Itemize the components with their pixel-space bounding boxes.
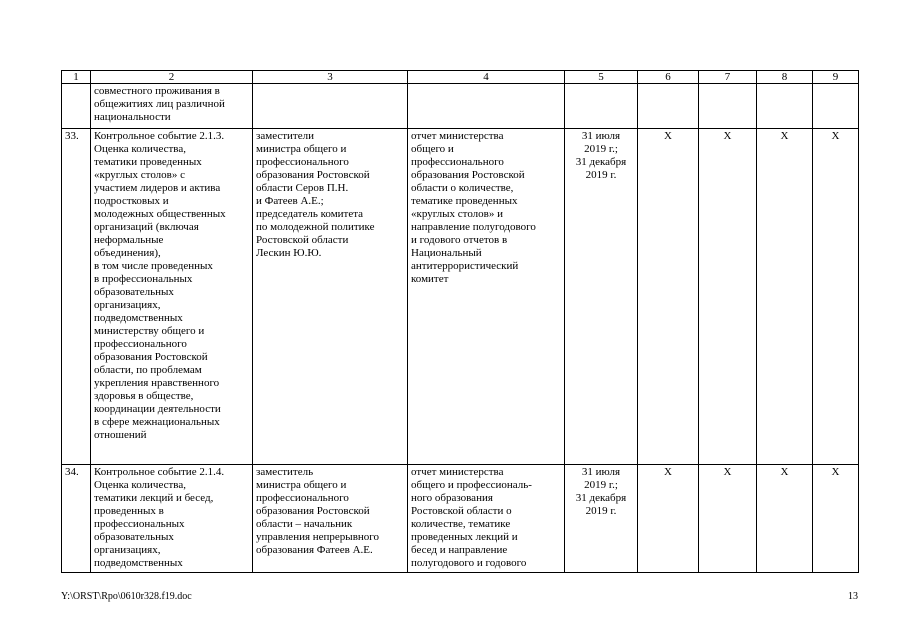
header-cell: 1 (62, 71, 91, 84)
mark-cell (757, 84, 813, 129)
responsible-cell: заместитель министра общего и профессионального образования Ростовской области – начальник управления непрерывного образования Фатеев А.Е. (253, 465, 408, 573)
header-row (62, 71, 859, 84)
plan-table (61, 70, 859, 573)
table-row (62, 129, 859, 465)
page-number: 13 (848, 591, 858, 602)
event-cell: Контрольное событие 2.1.4. Оценка количества, тематики лекций и бесед, проведенных в профессиональных образовательных организациях, подведомственных (91, 465, 253, 573)
header-cell: 8 (757, 71, 813, 84)
header-cell: 9 (813, 71, 859, 84)
responsible-cell (253, 84, 408, 129)
mark-cell: Х (757, 129, 813, 465)
date-cell (565, 84, 638, 129)
header-cell: 7 (699, 71, 757, 84)
row-number: 34. (62, 465, 91, 573)
table-row-continuation (62, 84, 859, 129)
date-cell: 31 июля 2019 г.; 31 декабря 2019 г. (565, 129, 638, 465)
mark-cell: Х (757, 465, 813, 573)
header-cell: 6 (638, 71, 699, 84)
header-cell: 5 (565, 71, 638, 84)
result-cell (408, 84, 565, 129)
date-cell: 31 июля 2019 г.; 31 декабря 2019 г. (565, 465, 638, 573)
mark-cell (699, 84, 757, 129)
mark-cell: Х (813, 129, 859, 465)
event-cell: Контрольное событие 2.1.3. Оценка количества, тематики проведенных «круглых столов» с участием лидеров и актива подростковых и молодежных общественных организаций (включая неформальные объединения), в том числе проведенных в профессиональных образовательных организациях, подведомственных министерству общего и профессионального образования Ростовской области, по проблемам укрепления нравственного здоровья в обществе, координации деятельности в сфере межнациональных отношений (91, 129, 253, 465)
table-row (62, 465, 859, 573)
file-path: Y:\ORST\Rpo\0610r328.f19.doc (61, 591, 192, 602)
row-number: 33. (62, 129, 91, 465)
mark-cell: Х (699, 465, 757, 573)
result-cell: отчет министерства общего и профессионального образования Ростовской области о количестве, тематике проведенных «круглых столов» и направление полугодового и годового отчетов в Национальный антитеррористический комитет (408, 129, 565, 465)
mark-cell (638, 84, 699, 129)
header-cell: 2 (91, 71, 253, 84)
event-cell: совместного проживания в общежитиях лиц различной национальности (91, 84, 253, 129)
header-cell: 3 (253, 71, 408, 84)
mark-cell: Х (638, 465, 699, 573)
mark-cell: Х (638, 129, 699, 465)
mark-cell (813, 84, 859, 129)
header-cell: 4 (408, 71, 565, 84)
responsible-cell: заместители министра общего и профессионального образования Ростовской области Серов П.Н. и Фатеев А.Е.; председатель комитета по молодежной политике Ростовской области Лескин Ю.Ю. (253, 129, 408, 465)
row-number (62, 84, 91, 129)
mark-cell: Х (699, 129, 757, 465)
mark-cell: Х (813, 465, 859, 573)
result-cell: отчет министерства общего и профессиональ- ного образования Ростовской области о количестве, тематике проведенных лекций и бесед и направление полугодового и годового (408, 465, 565, 573)
